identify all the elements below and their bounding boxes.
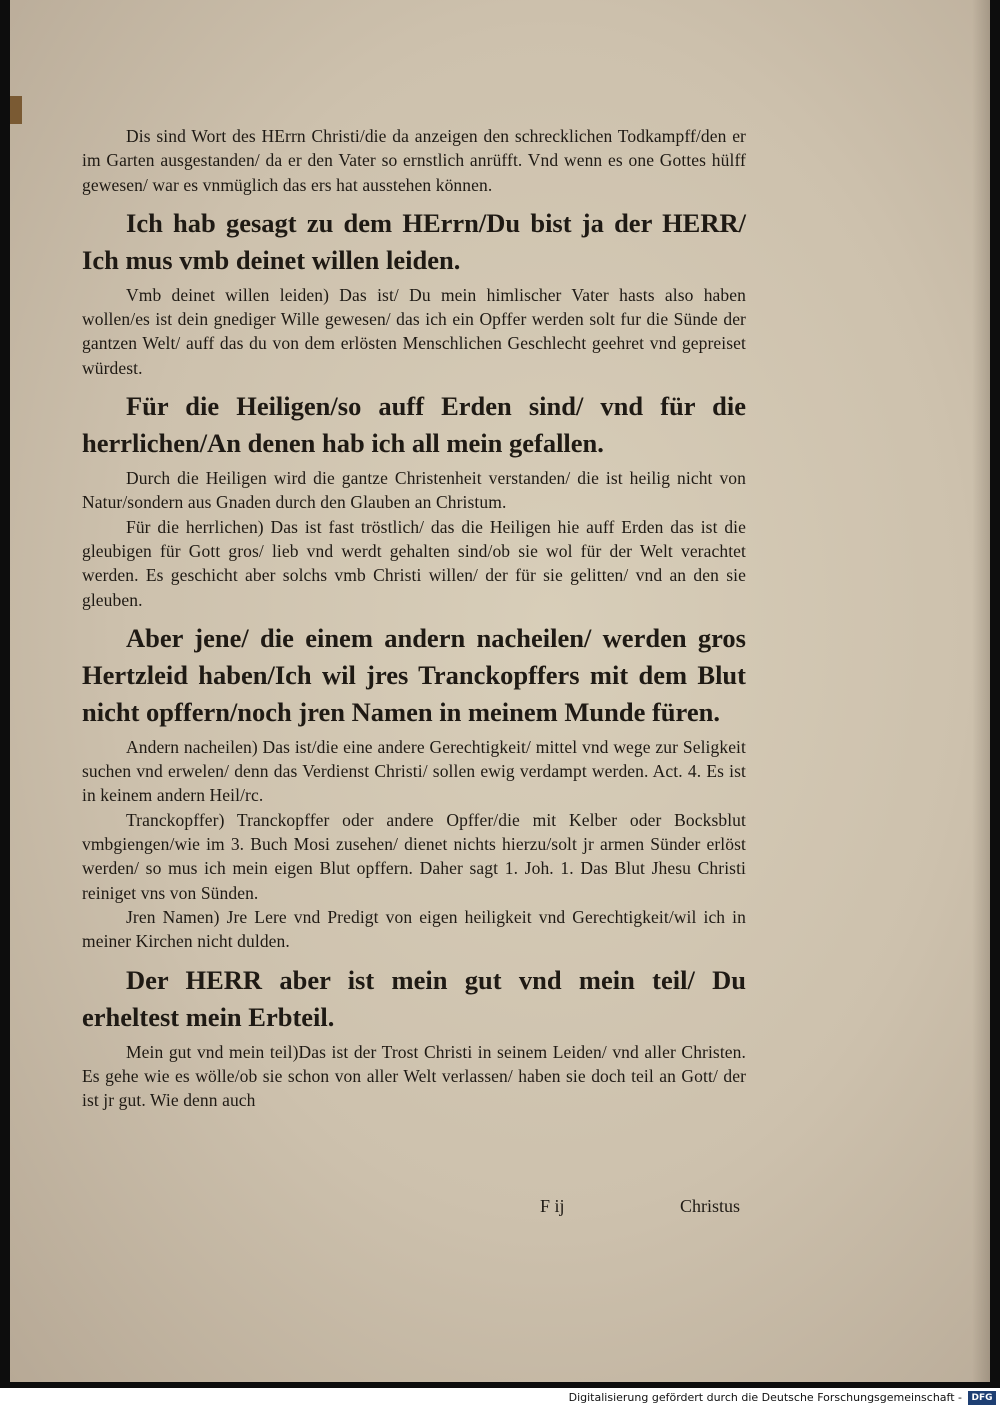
catchword: Christus bbox=[679, 1196, 740, 1216]
funding-credit: Digitalisierung gefördert durch die Deutsche Forschungsgemeinschaft - bbox=[568, 1391, 962, 1404]
signature-mark: F ij bbox=[540, 1196, 565, 1216]
page-edge-shadow bbox=[972, 0, 990, 1382]
psalm-verse: Ich hab gesagt zu dem HErrn/Du bist ja der HERR/ Ich mus vmb deinet willen leiden. bbox=[82, 207, 746, 275]
digitization-footer bbox=[0, 1388, 1000, 1409]
commentary-paragraph: Vmb deinet willen leiden) Das ist/ Du mein himlischer Vater hasts also haben wollen/es ist dein gnediger Wille gewesen/ das ich ein Opffer werden solt fur die Sünde der gantzen Welt/ auff das du von dem erlösten Menschlichen Geschlecht geehret vnd gepreiset würdest. bbox=[82, 284, 746, 378]
psalm-verse: Für die Heiligen/so auff Erden sind/ vnd für die herrlichen/An denen hab ich all mein gefallen. bbox=[82, 391, 746, 459]
binding-tab bbox=[10, 96, 22, 124]
commentary-paragraph: Dis sind Wort des HErrn Christi/die da anzeigen den schrecklichen Todkampff/den er im Garten ausgestanden/ da er den Vater so ernstlich anrüfft. Vnd wenn es one Gottes hülff gewesen/ war es vnmüglich das ers hat ausstehen können. bbox=[82, 126, 746, 195]
text-block bbox=[82, 124, 746, 1112]
commentary-paragraph: Andern nacheilen) Das ist/die eine andere Gerechtigkeit/ mittel vnd wege zur Seligkeit suchen vnd erwelen/ denn das Verdienst Christi/ sollen ewig verdampt werden. Act. 4. Es ist in keinem andern Heil/rc. bbox=[82, 736, 746, 806]
psalm-verse: Der HERR aber ist mein gut vnd mein teil/ Du erheltest mein Erbteil. bbox=[82, 964, 746, 1032]
commentary-paragraph: Durch die Heiligen wird die gantze Christenheit verstanden/ die ist heilig nicht von Natur/sondern aus Gnaden durch den Glauben an Christum. bbox=[82, 468, 746, 513]
dfg-logo-icon: DFG bbox=[968, 1391, 996, 1405]
commentary-paragraph: Mein gut vnd mein teil)Das ist der Trost Christi in seinem Leiden/ vnd aller Christen. Es gehe wie es wölle/ob sie schon von aller Welt verlassen/ haben sie doch teil an Gott/ der ist jr gut. Wie denn auch bbox=[82, 1041, 746, 1111]
commentary-paragraph: Tranckopffer) Tranckopffer oder andere Opffer/die mit Kelber oder Bocksblut vmbgiengen/wie im 3. Buch Mosi zusehen/ dienet nichts hierzu/solt jr armen Sünder erlöst werden/ so mus ich mein eigen Blut opffern. Daher sagt 1. Joh. 1. Das Blut Jhesu Christi reiniget vns von Sünden. bbox=[82, 809, 746, 903]
psalm-verse: Aber jene/ die einem andern nacheilen/ werden gros Hertzleid haben/Ich wil jres Tranckopffers mit dem Blut nicht opffern/noch jren Namen in meinem Munde füren. bbox=[82, 622, 746, 727]
commentary-paragraph: Für die herrlichen) Das ist fast tröstlich/ das die Heiligen hie auff Erden das ist die gleubigen für Gott gros/ lieb vnd werdt gehalten sind/ob sie wol für der Welt verachtet werden. Es geschicht aber solchs vmb Christi willen/ der für sie gelitten/ vnd an den sie gleuben. bbox=[82, 516, 746, 610]
commentary-paragraph: Jren Namen) Jre Lere vnd Predigt von eigen heiligkeit vnd Gerechtigkeit/wil ich in meiner Kirchen nicht dulden. bbox=[82, 906, 746, 952]
page-catchline bbox=[82, 1196, 746, 1222]
